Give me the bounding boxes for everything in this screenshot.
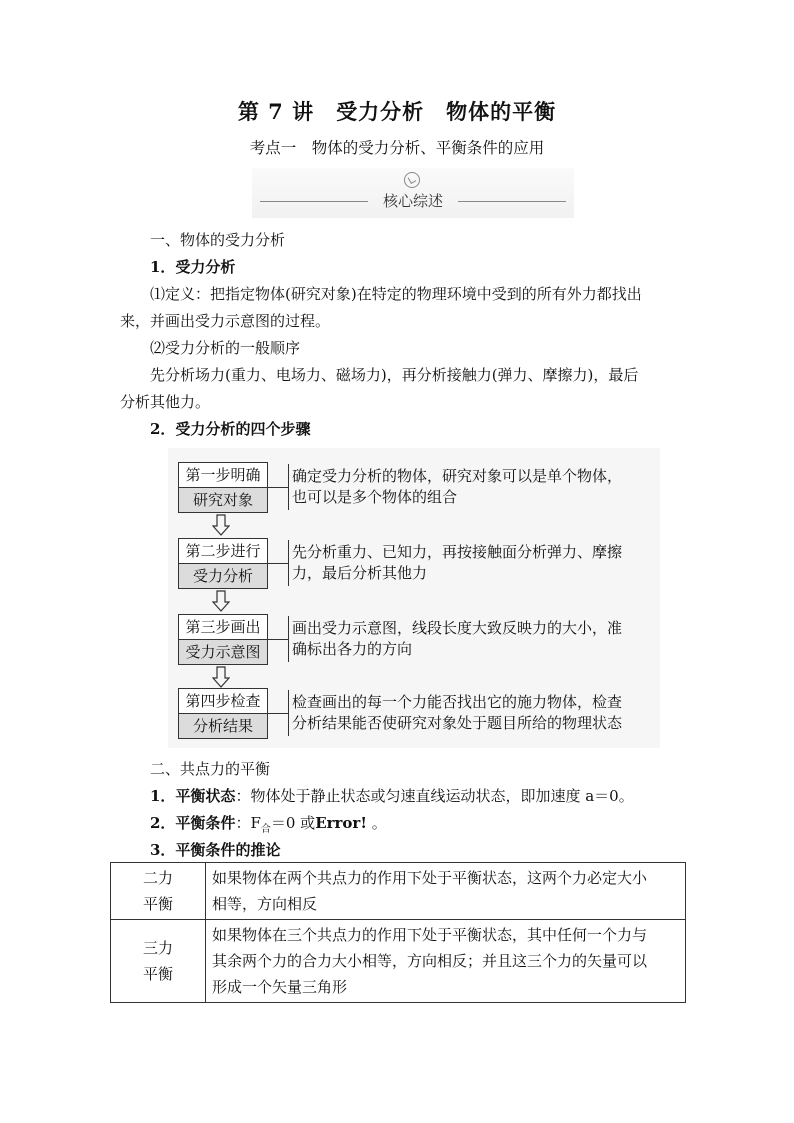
step4-connector [267,713,288,714]
section1-heading: 一、物体的受力分析 [150,231,286,249]
inference-table [110,862,686,1003]
step3-bracket [288,616,289,662]
row1-header-line1: 二力 [142,869,173,887]
order-line2: 分析其他力。 [120,393,211,411]
row1-line1: 如果物体在两个共点力的作用下处于平衡状态，这两个力必定大小 [212,869,648,887]
table-row [111,863,686,920]
row1-header [111,863,206,920]
down-arrow-icon [212,590,230,612]
banner-divider-right [458,201,566,202]
balance-state-label: 1．平衡状态 [150,787,236,805]
balance-condition-post: ＝0 或 [270,814,316,832]
definition-line1: ⑴定义：把指定物体(研究对象)在特定的物理环境中受到的所有外力都找出 [150,285,642,303]
balance-condition-pre: ：F [235,814,261,832]
banner-label: 核心综述 [382,192,443,210]
order-line1: 先分析场力(重力、电场力、磁场力)，再分析接触力(弹力、摩擦力)，最后 [150,366,639,384]
step2-bracket [288,540,289,586]
step2-description [292,542,662,584]
step1-description [292,466,662,508]
row2-line2: 其余两个力的合力大小相等，方向相反；并且这三个力的矢量可以 [212,952,648,970]
definition-line2: 来，并画出受力示意图的过程。 [120,312,331,330]
step2-desc-line1: 先分析重力、已知力，再按接触面分析弹力、摩擦 [292,543,623,561]
lecture-title: 第 7 讲 受力分析 物体的平衡 [237,99,557,124]
step2-connector [267,563,288,564]
step2-box [178,538,268,589]
core-summary-banner [252,168,574,218]
balance-condition-subscript: 合 [260,824,271,835]
inference-heading: 3．平衡条件的推论 [150,841,281,859]
balance-state-text: ：物体处于静止状态或匀速直线运动状态，即加速度 a＝0。 [235,787,634,805]
step4-desc-line2: 分析结果能否使研究对象处于题目所给的物理状态 [292,714,623,732]
step4-desc-line1: 检查画出的每一个力能否找出它的施力物体，检查 [292,693,623,711]
step3-box [178,614,268,665]
balance-condition-error: Error! [315,814,367,832]
step4-title: 第四步检查 [179,689,267,714]
order-heading: ⑵受力分析的一般顺序 [150,339,301,357]
down-arrow-icon [212,666,230,688]
step1-connector [267,487,288,488]
item2-heading: 2．受力分析的四个步骤 [150,420,311,438]
topic-subtitle: 考点一 物体的受力分析、平衡条件的应用 [249,139,545,157]
step3-title: 第三步画出 [179,615,267,640]
row2-line1: 如果物体在三个共点力的作用下处于平衡状态，其中任何一个力与 [212,926,648,944]
step1-desc-line1: 确定受力分析的物体，研究对象可以是单个物体， [292,467,623,485]
step1-subtitle: 研究对象 [179,488,267,512]
four-steps-flowchart [168,448,660,748]
down-arrow-icon [212,514,230,536]
step1-title: 第一步明确 [179,463,267,488]
step3-desc-line2: 确标出各力的方向 [292,640,413,658]
row1-line2: 相等，方向相反 [212,895,318,913]
step1-box [178,462,268,513]
step2-subtitle: 受力分析 [179,564,267,588]
step1-bracket [288,464,289,510]
balance-condition-label: 2．平衡条件 [150,814,236,832]
table-row [111,920,686,1003]
balance-condition-end: 。 [366,814,387,832]
row2-line3: 形成一个矢量三角形 [212,978,348,996]
row2-content [206,920,686,1003]
row2-header [111,920,206,1003]
step3-description [292,618,662,660]
step3-subtitle: 受力示意图 [179,640,267,664]
step3-connector [267,639,288,640]
step1-desc-line2: 也可以是多个物体的组合 [292,488,458,506]
row2-header-line1: 三力 [142,939,173,957]
step2-desc-line2: 力，最后分析其他力 [292,564,428,582]
section2-heading: 二、共点力的平衡 [150,760,271,778]
leaf-emblem-icon [404,172,420,188]
step4-box [178,688,268,739]
step4-bracket [288,690,289,736]
row1-header-line2: 平衡 [142,895,173,913]
balance-condition-line [150,812,387,841]
row1-content [206,863,686,920]
step4-subtitle: 分析结果 [179,714,267,738]
balance-state-line [150,785,634,807]
item1-heading: 1．受力分析 [150,258,236,276]
step3-desc-line1: 画出受力示意图，线段长度大致反映力的大小，准 [292,619,623,637]
step2-title: 第二步进行 [179,539,267,564]
row2-header-line2: 平衡 [142,965,173,983]
step4-description [292,692,662,734]
